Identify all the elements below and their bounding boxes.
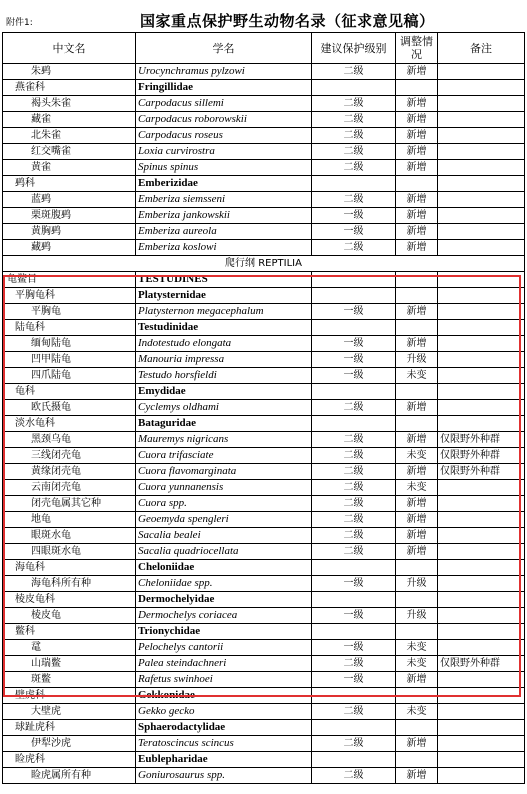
change-cell: 未变 xyxy=(396,704,438,720)
change-cell: 未变 xyxy=(396,448,438,464)
scientific-name-cell: Cuora trifasciate xyxy=(136,448,312,464)
protection-level-cell: 二级 xyxy=(312,512,396,528)
remarks-cell xyxy=(438,752,525,768)
table-row xyxy=(3,160,525,176)
remarks-cell xyxy=(438,144,525,160)
protection-level-cell: 二级 xyxy=(312,464,396,480)
protection-level-cell xyxy=(312,752,396,768)
remarks-cell xyxy=(438,80,525,96)
remarks-cell xyxy=(438,320,525,336)
change-cell xyxy=(396,416,438,432)
protection-level-cell xyxy=(312,176,396,192)
chinese-name-cell: 海龟科 xyxy=(3,560,136,576)
scientific-name-cell: Spinus spinus xyxy=(136,160,312,176)
change-cell xyxy=(396,752,438,768)
chinese-name-cell: 欧氏摄龟 xyxy=(3,400,136,416)
table-row xyxy=(3,96,525,112)
table-row xyxy=(3,304,525,320)
chinese-name-cell: 红交嘴雀 xyxy=(3,144,136,160)
protection-level-cell: 一级 xyxy=(312,576,396,592)
table-row xyxy=(3,752,525,768)
scientific-name-cell: TESTUDINES xyxy=(136,272,312,288)
remarks-cell: 仅限野外种群 xyxy=(438,464,525,480)
change-cell: 新增 xyxy=(396,464,438,480)
scientific-name-cell: Sacalia quadriocellata xyxy=(136,544,312,560)
table-row xyxy=(3,320,525,336)
change-cell: 新增 xyxy=(396,544,438,560)
protection-level-cell: 一级 xyxy=(312,640,396,656)
protection-level-cell xyxy=(312,80,396,96)
scientific-name-cell: Rafetus swinhoei xyxy=(136,672,312,688)
table-row xyxy=(3,112,525,128)
scientific-name-cell: Goniurosaurus spp. xyxy=(136,768,312,784)
chinese-name-cell: 龟科 xyxy=(3,384,136,400)
protection-level-cell: 一级 xyxy=(312,208,396,224)
change-cell: 未变 xyxy=(396,640,438,656)
change-cell: 升级 xyxy=(396,576,438,592)
protection-level-cell: 一级 xyxy=(312,672,396,688)
chinese-name-cell: 海龟科所有种 xyxy=(3,576,136,592)
chinese-name-cell: 朱鹀 xyxy=(3,64,136,80)
table-row xyxy=(3,272,525,288)
chinese-name-cell: 黑颈乌龟 xyxy=(3,432,136,448)
change-cell: 升级 xyxy=(396,608,438,624)
protection-level-cell: 二级 xyxy=(312,96,396,112)
chinese-name-cell: 壁虎科 xyxy=(3,688,136,704)
remarks-cell xyxy=(438,720,525,736)
change-cell: 升级 xyxy=(396,352,438,368)
change-cell: 未变 xyxy=(396,368,438,384)
remarks-cell xyxy=(438,608,525,624)
scientific-name-cell: Cheloniidae spp. xyxy=(136,576,312,592)
protection-level-cell: 一级 xyxy=(312,304,396,320)
remarks-cell xyxy=(438,272,525,288)
scientific-name-cell: Emberiza koslowi xyxy=(136,240,312,256)
scientific-name-cell: Dermochelys coriacea xyxy=(136,608,312,624)
scientific-name-cell: Geoemyda spengleri xyxy=(136,512,312,528)
table-row xyxy=(3,464,525,480)
page-title: 国家重点保护野生动物名录（征求意见稿） xyxy=(140,12,435,30)
remarks-cell xyxy=(438,768,525,784)
change-cell: 未变 xyxy=(396,656,438,672)
chinese-name-cell: 鹀科 xyxy=(3,176,136,192)
change-cell: 新增 xyxy=(396,64,438,80)
protection-level-cell: 二级 xyxy=(312,144,396,160)
table-row xyxy=(3,416,525,432)
scientific-name-cell: Eublepharidae xyxy=(136,752,312,768)
chinese-name-cell: 平胸龟科 xyxy=(3,288,136,304)
change-cell: 新增 xyxy=(396,112,438,128)
scientific-name-cell: Emberizidae xyxy=(136,176,312,192)
chinese-name-cell: 黄缘闭壳龟 xyxy=(3,464,136,480)
scientific-name-cell: Cuora flavomarginata xyxy=(136,464,312,480)
chinese-name-cell: 鼋 xyxy=(3,640,136,656)
change-cell xyxy=(396,720,438,736)
chinese-name-cell: 黄雀 xyxy=(3,160,136,176)
table-row xyxy=(3,592,525,608)
table-row xyxy=(3,480,525,496)
remarks-cell xyxy=(438,368,525,384)
remarks-cell xyxy=(438,304,525,320)
table-row xyxy=(3,80,525,96)
table-header-row xyxy=(3,33,525,64)
table-row xyxy=(3,640,525,656)
species-table xyxy=(2,32,525,784)
remarks-cell: 仅限野外种群 xyxy=(438,448,525,464)
change-cell: 新增 xyxy=(396,336,438,352)
protection-level-cell: 二级 xyxy=(312,704,396,720)
remarks-cell xyxy=(438,576,525,592)
protection-level-cell xyxy=(312,624,396,640)
scientific-name-cell: Bataguridae xyxy=(136,416,312,432)
scientific-name-cell: Gekkonidae xyxy=(136,688,312,704)
chinese-name-cell: 大壁虎 xyxy=(3,704,136,720)
chinese-name-cell: 黄胸鹀 xyxy=(3,224,136,240)
protection-level-cell: 二级 xyxy=(312,496,396,512)
change-cell xyxy=(396,688,438,704)
scientific-name-cell: Cyclemys oldhami xyxy=(136,400,312,416)
table-row xyxy=(3,720,525,736)
change-cell xyxy=(396,592,438,608)
protection-level-cell xyxy=(312,592,396,608)
scientific-name-cell: Emberiza siemsseni xyxy=(136,192,312,208)
table-row xyxy=(3,688,525,704)
table-row xyxy=(3,368,525,384)
chinese-name-cell: 藏雀 xyxy=(3,112,136,128)
remarks-cell xyxy=(438,544,525,560)
protection-level-cell xyxy=(312,320,396,336)
protection-level-cell: 一级 xyxy=(312,336,396,352)
remarks-cell xyxy=(438,128,525,144)
col-header-chinese-name: 中文名 xyxy=(3,33,136,64)
protection-level-cell: 一级 xyxy=(312,352,396,368)
col-header-scientific-name: 学名 xyxy=(136,33,312,64)
remarks-cell xyxy=(438,224,525,240)
protection-level-cell: 二级 xyxy=(312,448,396,464)
change-cell: 新增 xyxy=(396,160,438,176)
change-cell: 新增 xyxy=(396,144,438,160)
chinese-name-cell: 山瑞鳖 xyxy=(3,656,136,672)
change-cell: 新增 xyxy=(396,192,438,208)
scientific-name-cell: Cuora spp. xyxy=(136,496,312,512)
table-row xyxy=(3,192,525,208)
remarks-cell xyxy=(438,624,525,640)
scientific-name-cell: Sacalia bealei xyxy=(136,528,312,544)
scientific-name-cell: Platysternon megacephalum xyxy=(136,304,312,320)
change-cell xyxy=(396,624,438,640)
protection-level-cell: 二级 xyxy=(312,656,396,672)
chinese-name-cell: 平胸龟 xyxy=(3,304,136,320)
remarks-cell xyxy=(438,416,525,432)
table-row xyxy=(3,560,525,576)
remarks-cell xyxy=(438,688,525,704)
chinese-name-cell: 球趾虎科 xyxy=(3,720,136,736)
protection-level-cell: 二级 xyxy=(312,528,396,544)
col-header-protection-level: 建议保护级别 xyxy=(312,33,396,64)
remarks-cell xyxy=(438,480,525,496)
remarks-cell xyxy=(438,208,525,224)
protection-level-cell: 二级 xyxy=(312,736,396,752)
table-row xyxy=(3,352,525,368)
protection-level-cell: 二级 xyxy=(312,480,396,496)
table-row xyxy=(3,64,525,80)
protection-level-cell xyxy=(312,560,396,576)
remarks-cell xyxy=(438,592,525,608)
change-cell: 新增 xyxy=(396,496,438,512)
table-row xyxy=(3,336,525,352)
change-cell xyxy=(396,176,438,192)
col-header-change: 调整情况 xyxy=(396,33,438,64)
scientific-name-cell: Dermochelyidae xyxy=(136,592,312,608)
remarks-cell xyxy=(438,672,525,688)
protection-level-cell xyxy=(312,384,396,400)
chinese-name-cell: 鳖科 xyxy=(3,624,136,640)
table-row xyxy=(3,576,525,592)
protection-level-cell: 二级 xyxy=(312,192,396,208)
change-cell xyxy=(396,80,438,96)
col-header-remarks: 备注 xyxy=(438,33,525,64)
scientific-name-cell: Carpodacus sillemi xyxy=(136,96,312,112)
chinese-name-cell: 地龟 xyxy=(3,512,136,528)
chinese-name-cell: 伊犁沙虎 xyxy=(3,736,136,752)
chinese-name-cell: 睑虎属所有种 xyxy=(3,768,136,784)
remarks-cell xyxy=(438,288,525,304)
scientific-name-cell: Indotestudo elongata xyxy=(136,336,312,352)
scientific-name-cell: Teratoscincus scincus xyxy=(136,736,312,752)
scientific-name-cell: Palea steindachneri xyxy=(136,656,312,672)
protection-level-cell: 二级 xyxy=(312,64,396,80)
table-row xyxy=(3,432,525,448)
remarks-cell xyxy=(438,112,525,128)
table-body xyxy=(3,64,525,784)
remarks-cell xyxy=(438,192,525,208)
remarks-cell: 仅限野外种群 xyxy=(438,432,525,448)
scientific-name-cell: Urocynchramus pylzowi xyxy=(136,64,312,80)
chinese-name-cell: 蓝鹀 xyxy=(3,192,136,208)
chinese-name-cell: 棱皮龟 xyxy=(3,608,136,624)
protection-level-cell: 一级 xyxy=(312,224,396,240)
protection-level-cell: 二级 xyxy=(312,160,396,176)
remarks-cell xyxy=(438,176,525,192)
scientific-name-cell: Emberiza jankowskii xyxy=(136,208,312,224)
change-cell xyxy=(396,320,438,336)
table-row xyxy=(3,496,525,512)
remarks-cell xyxy=(438,640,525,656)
change-cell: 新增 xyxy=(396,128,438,144)
scientific-name-cell: Platysternidae xyxy=(136,288,312,304)
change-cell: 新增 xyxy=(396,512,438,528)
table-row xyxy=(3,208,525,224)
table-row xyxy=(3,240,525,256)
protection-level-cell xyxy=(312,688,396,704)
scientific-name-cell: Pelochelys cantorii xyxy=(136,640,312,656)
table-row xyxy=(3,128,525,144)
table-row xyxy=(3,672,525,688)
table-row xyxy=(3,400,525,416)
protection-level-cell xyxy=(312,416,396,432)
change-cell xyxy=(396,272,438,288)
protection-level-cell: 二级 xyxy=(312,240,396,256)
remarks-cell xyxy=(438,384,525,400)
table-row xyxy=(3,144,525,160)
chinese-name-cell: 龟鳖目 xyxy=(3,272,136,288)
protection-level-cell xyxy=(312,272,396,288)
chinese-name-cell: 棱皮龟科 xyxy=(3,592,136,608)
table-row xyxy=(3,528,525,544)
scientific-name-cell: Testudo horsfieldi xyxy=(136,368,312,384)
chinese-name-cell: 四爪陆龟 xyxy=(3,368,136,384)
protection-level-cell: 二级 xyxy=(312,544,396,560)
change-cell: 新增 xyxy=(396,672,438,688)
remarks-cell xyxy=(438,736,525,752)
remarks-cell xyxy=(438,240,525,256)
change-cell: 新增 xyxy=(396,736,438,752)
chinese-name-cell: 陆龟科 xyxy=(3,320,136,336)
table-row xyxy=(3,448,525,464)
remarks-cell xyxy=(438,352,525,368)
protection-level-cell: 二级 xyxy=(312,768,396,784)
scientific-name-cell: Emberiza aureola xyxy=(136,224,312,240)
change-cell xyxy=(396,560,438,576)
table-row xyxy=(3,544,525,560)
attachment-label: 附件1: xyxy=(6,18,33,28)
chinese-name-cell: 眼斑水龟 xyxy=(3,528,136,544)
table-row xyxy=(3,768,525,784)
scientific-name-cell: Sphaerodactylidae xyxy=(136,720,312,736)
scientific-name-cell: Carpodacus roborowskii xyxy=(136,112,312,128)
table-row xyxy=(3,384,525,400)
change-cell: 新增 xyxy=(396,304,438,320)
remarks-cell xyxy=(438,528,525,544)
chinese-name-cell: 闭壳龟属其它种 xyxy=(3,496,136,512)
remarks-cell xyxy=(438,336,525,352)
table-row xyxy=(3,736,525,752)
change-cell: 新增 xyxy=(396,768,438,784)
chinese-name-cell: 藏鹀 xyxy=(3,240,136,256)
chinese-name-cell: 睑虎科 xyxy=(3,752,136,768)
scientific-name-cell: Mauremys nigricans xyxy=(136,432,312,448)
protection-level-cell: 二级 xyxy=(312,128,396,144)
change-cell: 新增 xyxy=(396,528,438,544)
remarks-cell xyxy=(438,160,525,176)
scientific-name-cell: Trionychidae xyxy=(136,624,312,640)
table-row xyxy=(3,512,525,528)
scientific-name-cell: Gekko gecko xyxy=(136,704,312,720)
chinese-name-cell: 褐头朱雀 xyxy=(3,96,136,112)
table-row xyxy=(3,256,525,272)
scientific-name-cell: Emydidae xyxy=(136,384,312,400)
table-row xyxy=(3,608,525,624)
scientific-name-cell: Carpodacus roseus xyxy=(136,128,312,144)
chinese-name-cell: 三线闭壳龟 xyxy=(3,448,136,464)
protection-level-cell: 二级 xyxy=(312,112,396,128)
table-row xyxy=(3,624,525,640)
change-cell: 新增 xyxy=(396,96,438,112)
chinese-name-cell: 凹甲陆龟 xyxy=(3,352,136,368)
protection-level-cell: 一级 xyxy=(312,368,396,384)
table-row xyxy=(3,288,525,304)
change-cell: 新增 xyxy=(396,224,438,240)
protection-level-cell: 一级 xyxy=(312,608,396,624)
chinese-name-cell: 云南闭壳龟 xyxy=(3,480,136,496)
remarks-cell xyxy=(438,400,525,416)
change-cell: 新增 xyxy=(396,240,438,256)
scientific-name-cell: Cheloniidae xyxy=(136,560,312,576)
chinese-name-cell: 缅甸陆龟 xyxy=(3,336,136,352)
change-cell xyxy=(396,288,438,304)
chinese-name-cell: 淡水龟科 xyxy=(3,416,136,432)
remarks-cell xyxy=(438,96,525,112)
table-row xyxy=(3,224,525,240)
scientific-name-cell: Fringillidae xyxy=(136,80,312,96)
remarks-cell: 仅限野外种群 xyxy=(438,656,525,672)
class-heading: 爬行纲 REPTILIA xyxy=(3,256,525,272)
chinese-name-cell: 燕雀科 xyxy=(3,80,136,96)
chinese-name-cell: 北朱雀 xyxy=(3,128,136,144)
table-row xyxy=(3,176,525,192)
chinese-name-cell: 四眼斑水龟 xyxy=(3,544,136,560)
protection-level-cell xyxy=(312,288,396,304)
scientific-name-cell: Cuora yunnanensis xyxy=(136,480,312,496)
change-cell: 未变 xyxy=(396,480,438,496)
change-cell: 新增 xyxy=(396,432,438,448)
chinese-name-cell: 栗斑腹鹀 xyxy=(3,208,136,224)
scientific-name-cell: Testudinidae xyxy=(136,320,312,336)
change-cell: 新增 xyxy=(396,208,438,224)
protection-level-cell xyxy=(312,720,396,736)
protection-level-cell: 二级 xyxy=(312,432,396,448)
change-cell xyxy=(396,384,438,400)
protection-level-cell: 二级 xyxy=(312,400,396,416)
remarks-cell xyxy=(438,64,525,80)
chinese-name-cell: 斑鳖 xyxy=(3,672,136,688)
change-cell: 新增 xyxy=(396,400,438,416)
scientific-name-cell: Loxia curvirostra xyxy=(136,144,312,160)
remarks-cell xyxy=(438,560,525,576)
table-row xyxy=(3,656,525,672)
table-row xyxy=(3,704,525,720)
remarks-cell xyxy=(438,496,525,512)
remarks-cell xyxy=(438,512,525,528)
remarks-cell xyxy=(438,704,525,720)
scientific-name-cell: Manouria impressa xyxy=(136,352,312,368)
